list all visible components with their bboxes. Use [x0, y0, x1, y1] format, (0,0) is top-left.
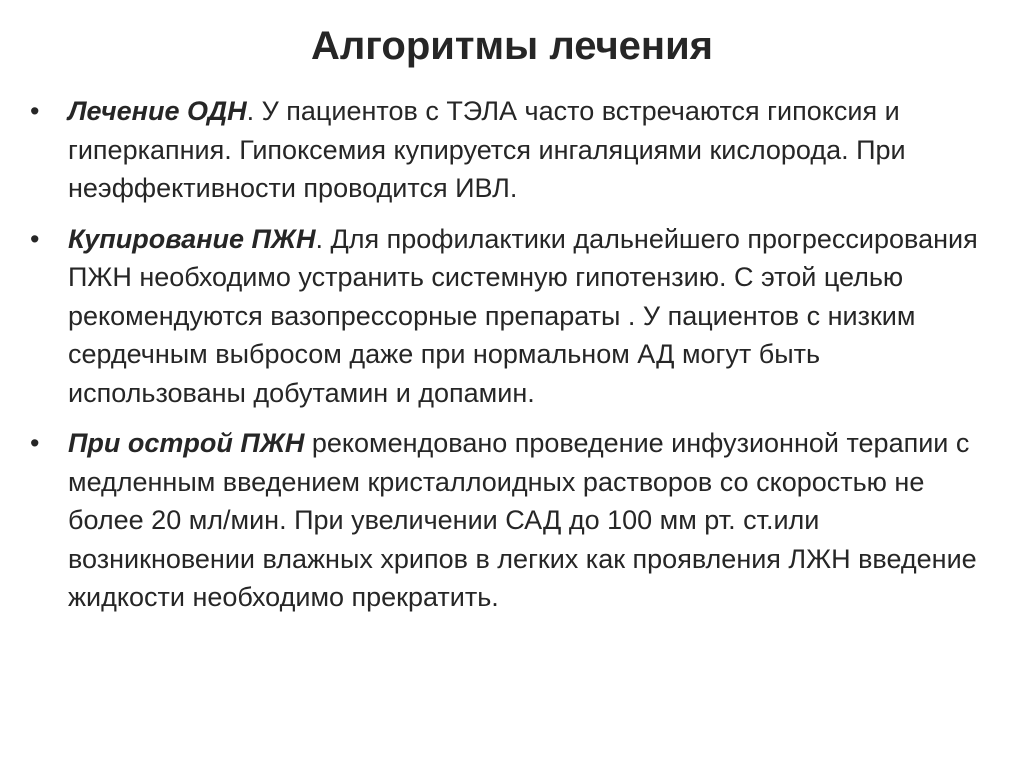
bullet-lead: Купирование ПЖН: [68, 223, 316, 254]
bullet-item-pzhn: [30, 220, 980, 413]
bullet-lead: При острой ПЖН: [68, 428, 305, 458]
bullet-text: рекомендовано проведение инфузионной терапии с медленным введением кристаллоидных растворов со скоростью не более 20 мл/мин. При увеличении САД до 100 мм рт. ст.или возникновении влажных хрипов в легких как проявления ЛЖН введение жидкости необходимо прекратить.: [68, 428, 977, 612]
bullet-text: . У пациентов с ТЭЛА часто встречаются гипоксия и гиперкапния. Гипоксемия купируется ингаляциями кислорода. При неэффективности проводится ИВЛ.: [68, 96, 906, 203]
slide-title: Алгоритмы лечения: [310, 24, 714, 68]
bullet-item-acute-pzhn: [30, 424, 980, 617]
bullet-point-icon: •: [30, 223, 40, 254]
bullet-item-odn: [30, 92, 980, 208]
bullet-text: . Для профилактики дальнейшего прогрессирования ПЖН необходимо устранить системную гипотензию. С этой целью рекомендуются вазопрессорные препараты . У пациентов с низким сердечным выбросом даже при нормальном АД могут быть использованы добутамин и допамин.: [68, 223, 978, 408]
bullet-point-icon: •: [30, 428, 40, 458]
bullet-lead: Лечение ОДН: [68, 96, 247, 126]
bullet-list: [30, 92, 980, 629]
bullet-point-icon: •: [30, 96, 40, 126]
